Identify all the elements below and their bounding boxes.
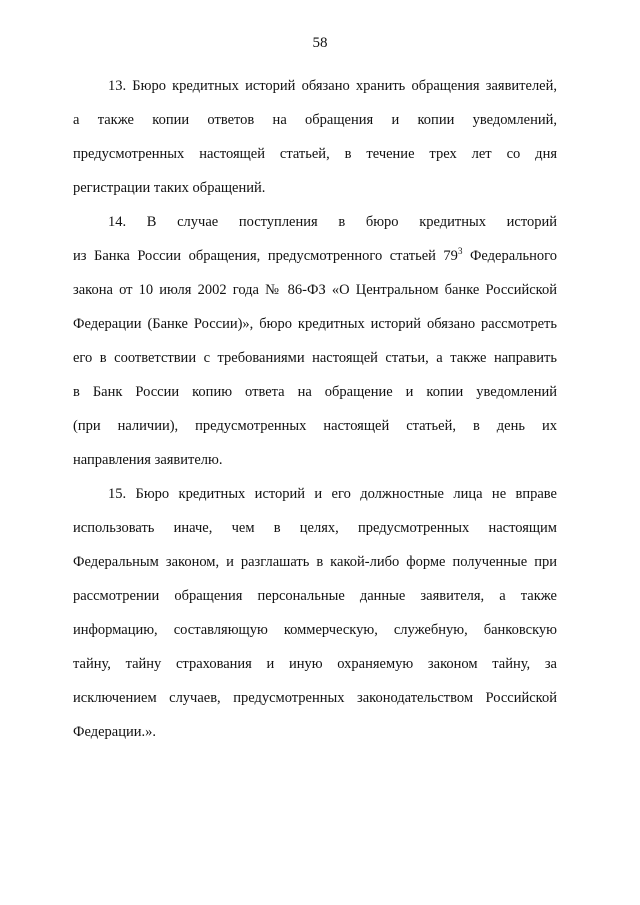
p13-line-3: предусмотренных настоящей статьей, в течение трех лет со дня bbox=[73, 146, 557, 162]
p15-line-4: рассмотрении обращения персональные данные заявителя, а также bbox=[73, 588, 557, 604]
p14-line-6: в Банк России копию ответа на обращение и копии уведомлений bbox=[73, 384, 557, 400]
p15-line-8: Федерации.». bbox=[73, 724, 156, 740]
p14-line-8: направления заявителю. bbox=[73, 452, 223, 468]
page-number: 58 bbox=[312, 35, 328, 51]
p14-line-7: (при наличии), предусмотренных настоящей статьей, в день их bbox=[73, 418, 557, 434]
p14-line-2 bbox=[73, 246, 557, 268]
p13-line-2: а также копии ответов на обращения и копии уведомлений, bbox=[73, 112, 557, 128]
p13-line-1: 13. Бюро кредитных историй обязано хранить обращения заявителей, bbox=[108, 78, 557, 94]
p15-line-5: информацию, составляющую коммерческую, служебную, банковскую bbox=[73, 622, 557, 638]
p15-line-1: 15. Бюро кредитных историй и его должностные лица не вправе bbox=[108, 486, 557, 502]
p14-line-1: 14. В случае поступления в бюро кредитных историй bbox=[108, 214, 557, 230]
p15-line-3: Федеральным законом, и разглашать в какой-либо форме полученные при bbox=[73, 554, 557, 570]
p15-line-2: использовать иначе, чем в целях, предусмотренных настоящим bbox=[73, 520, 557, 536]
p15-line-6: тайну, тайну страхования и иную охраняемую законом тайну, за bbox=[73, 656, 557, 672]
p14-line-2-text: из Банка России обращения, предусмотренного статьей 79 bbox=[73, 248, 458, 264]
p14-line-4: Федерации (Банке России)», бюро кредитных историй обязано рассмотреть bbox=[73, 316, 557, 332]
p13-line-4: регистрации таких обращений. bbox=[73, 180, 266, 196]
p14-superscript: 3 bbox=[457, 246, 463, 257]
p15-line-7: исключением случаев, предусмотренных законодательством Российской bbox=[73, 690, 557, 706]
p14-line-3: закона от 10 июля 2002 года № 86-ФЗ «О Центральном банке Российской bbox=[73, 282, 557, 298]
p14-line-5: его в соответствии с требованиями настоящей статьи, а также направить bbox=[73, 350, 557, 366]
p14-line-2-tail: Федерального bbox=[462, 248, 557, 264]
